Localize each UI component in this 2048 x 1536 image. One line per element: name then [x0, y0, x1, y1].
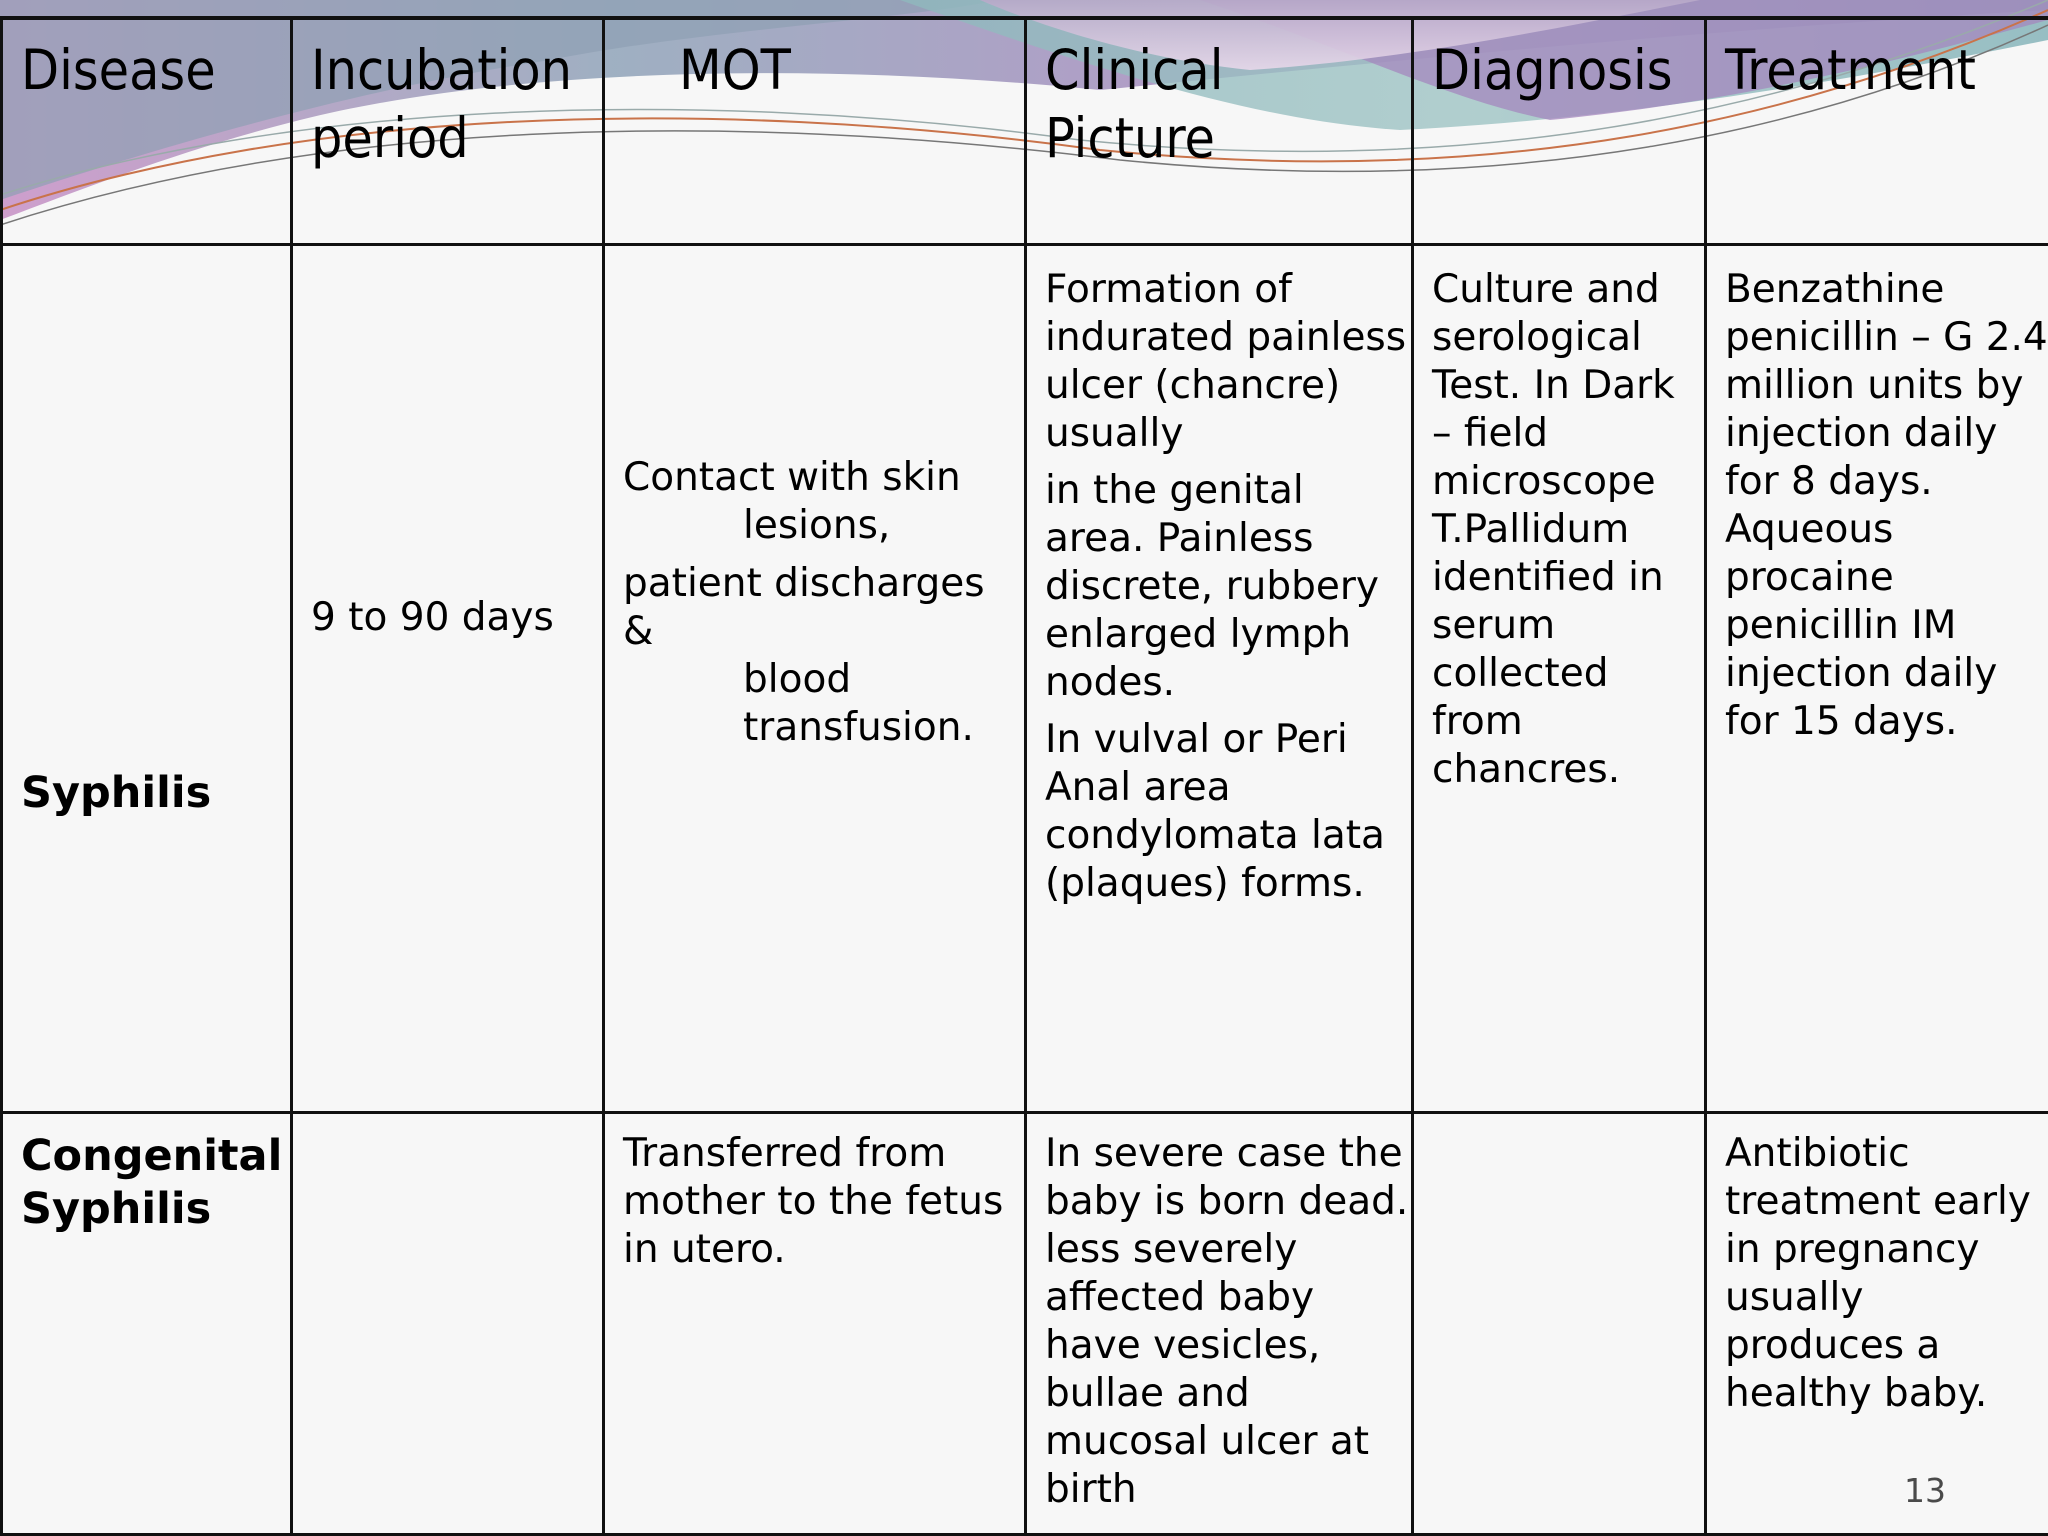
header-treatment: Treatment [1706, 18, 2048, 244]
page-number: 13 [1904, 1471, 1946, 1510]
cell-incubation-congenital-syphilis [292, 1112, 604, 1535]
header-mot: MOT [604, 18, 1026, 244]
table-row-syphilis [2, 244, 2048, 1112]
header-diagnosis: Diagnosis [1413, 18, 1706, 244]
header-disease: Disease [2, 18, 292, 244]
cell-incubation-syphilis: 9 to 90 days [292, 244, 604, 1112]
cell-diagnosis-congenital-syphilis [1413, 1112, 1706, 1535]
header-incubation-period: Incubation period [292, 18, 604, 244]
cell-mot-congenital-syphilis: Transferred from mother to the fetus in utero. [604, 1112, 1026, 1535]
header-row [2, 18, 2048, 244]
cell-clinical-congenital-syphilis: In severe case the baby is born dead. less severely affected baby have vesicles, bullae and mucosal ulcer at birth [1026, 1112, 1413, 1535]
cell-clinical-syphilis: Formation of indurated painless ulcer (chancre) usually in the genital area. Painless discrete, rubbery enlarged lymph nodes. In vulval or Peri Anal area condylomata lata (plaques) forms. [1026, 244, 1413, 1112]
table-row-congenital-syphilis [2, 1112, 2048, 1535]
cell-mot-syphilis: Contact with skin lesions, patient discharges & blood transfusion. [604, 244, 1026, 1112]
header-clinical-picture: Clinical Picture [1026, 18, 1413, 244]
cell-treatment-congenital-syphilis: Antibiotic treatment early in pregnancy usually produces a healthy baby. [1706, 1112, 2048, 1535]
sti-comparison-table [0, 16, 2048, 1536]
cell-disease-congenital-syphilis: Congenital Syphilis [2, 1112, 292, 1535]
cell-disease-syphilis: Syphilis [2, 244, 292, 1112]
cell-treatment-syphilis: Benzathine penicillin – G 2.4 million units by injection daily for 8 days. Aqueous procaine penicillin IM injection daily for 15 days. [1706, 244, 2048, 1112]
cell-diagnosis-syphilis: Culture and serological Test. In Dark – field microscope T.Pallidum identified in serum collected from chancres. [1413, 244, 1706, 1112]
